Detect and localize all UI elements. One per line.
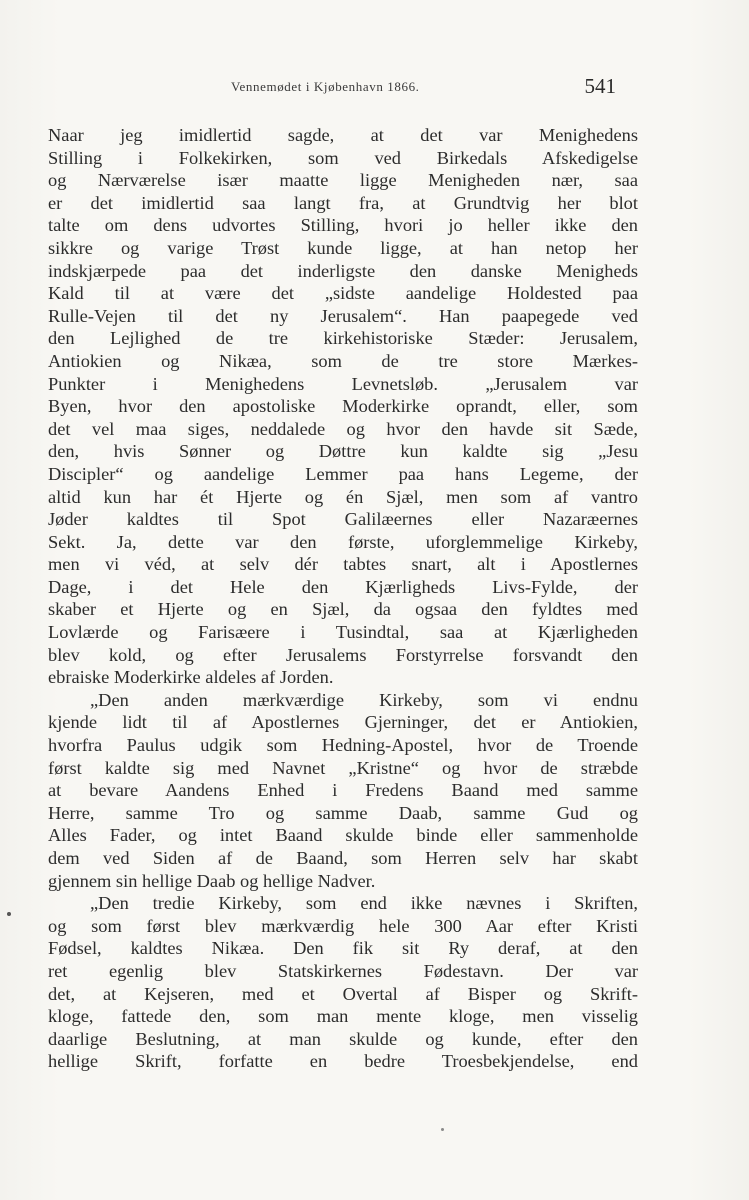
- text-line: skaber et Hjerte og en Sjæl, da ogsaa den fyldtes med: [48, 599, 638, 620]
- text-line: Rulle-Vejen til det ny Jerusalem“. Han paapegede ved: [48, 305, 638, 326]
- text-line: ebraiske Moderkirke aldeles af Jorden.: [48, 667, 334, 688]
- text-line: blev kold, og efter Jerusalems Forstyrrelse forsvandt den: [48, 644, 638, 665]
- margin-speck: [7, 912, 11, 916]
- text-line: Naar jeg imidlertid sagde, at det var Menighedens: [48, 125, 638, 145]
- text-line: Sekt. Ja, dette var den første, uforglemmelige Kirkeby,: [48, 531, 638, 552]
- text-line: indskjærpede paa det inderligste den danske Menigheds: [48, 260, 638, 281]
- text-line: det vel maa siges, neddalede og hvor den havde sit Sæde,: [48, 418, 638, 439]
- text-line: sikkre og varige Trøst kunde ligge, at han netop her: [48, 237, 638, 258]
- text-line: ret egenlig blev Statskirkernes Fødestavn. Der var: [48, 960, 638, 981]
- text-line: den Lejlighed de tre kirkehistoriske Stæder: Jerusalem,: [48, 328, 638, 349]
- page-header: [48, 74, 616, 104]
- text-line: Stilling i Folkekirken, som ved Birkedals Afskedigelse: [48, 147, 638, 168]
- text-line: Byen, hvor den apostoliske Moderkirke oprandt, eller, som: [48, 396, 638, 417]
- text-line: altid kun har ét Hjerte og én Sjæl, men som af vantro: [48, 486, 638, 507]
- running-title: Vennemødet i Kjøbenhavn 1866.: [231, 79, 420, 94]
- text-line: kloge, fattede den, som man mente kloge, men visselig: [48, 1006, 638, 1027]
- text-line: Jøder kaldtes til Spot Galilæernes eller Nazaræernes: [48, 509, 638, 530]
- text-line: dem ved Siden af de Baand, som Herren selv har skabt: [48, 848, 638, 868]
- text-line: Antiokien og Nikæa, som de tre store Mærkes-: [48, 350, 638, 371]
- text-line: talte om dens udvortes Stilling, hvori jo heller ikke den: [48, 215, 638, 236]
- text-line: gjennem sin hellige Daab og hellige Nadver.: [48, 870, 376, 891]
- text-line: Fødsel, kaldtes Nikæa. Den fik sit Ry deraf, at den: [48, 938, 638, 959]
- text-line: Dage, i det Hele den Kjærligheds Livs-Fylde, der: [48, 576, 638, 597]
- text-line: Herre, samme Tro og samme Daab, samme Gud og: [48, 802, 638, 823]
- text-line: men vi véd, at selv dér tabtes snart, alt i Apostlernes: [48, 554, 638, 575]
- text-line: Alles Fader, og intet Baand skulde binde eller sammenholde: [48, 825, 638, 846]
- text-line: og som først blev mærkværdig hele 300 Aar efter Kristi: [48, 915, 638, 936]
- page-number: 541: [584, 74, 616, 98]
- margin-speck: [441, 1128, 444, 1131]
- text-line: hellige Skrift, forfatte en bedre Troesbekjendelse, end: [48, 1051, 638, 1072]
- paragraph-start-line: „Den tredie Kirkeby, som end ikke nævnes i Skriften,: [90, 893, 638, 914]
- text-line: den, hvis Sønner og Døttre kun kaldte sig „Jesu: [48, 441, 638, 462]
- text-line: først kaldte sig med Navnet „Kristne“ og hvor de stræbde: [48, 757, 638, 778]
- paragraph-start-line: „Den anden mærkværdige Kirkeby, som vi endnu: [90, 689, 638, 710]
- text-line: Lovlærde og Farisæere i Tusindtal, saa at Kjærligheden: [48, 622, 638, 643]
- text-line: Kald til at være det „sidste aandelige Holdested paa: [48, 283, 638, 304]
- text-line: er det imidlertid saa langt fra, at Grundtvig her blot: [48, 192, 638, 213]
- text-line: at bevare Aandens Enhed i Fredens Baand med samme: [48, 780, 638, 801]
- text-line: det, at Kejseren, med et Overtal af Bisper og Skrift-: [48, 983, 638, 1004]
- text-line: kjende lidt til af Apostlernes Gjerninger, det er Antiokien,: [48, 712, 638, 733]
- text-line: og Nærværelse især maatte ligge Menigheden nær, saa: [48, 170, 638, 191]
- text-line: Punkter i Menighedens Levnetsløb. „Jerusalem var: [48, 373, 638, 394]
- text-line: hvorfra Paulus udgik som Hedning-Apostel, hvor de Troende: [48, 735, 638, 756]
- body-text: [48, 124, 638, 1073]
- text-line: daarlige Beslutning, at man skulde og kunde, efter den: [48, 1028, 638, 1049]
- text-line: Discipler“ og aandelige Lemmer paa hans Legeme, der: [48, 463, 638, 484]
